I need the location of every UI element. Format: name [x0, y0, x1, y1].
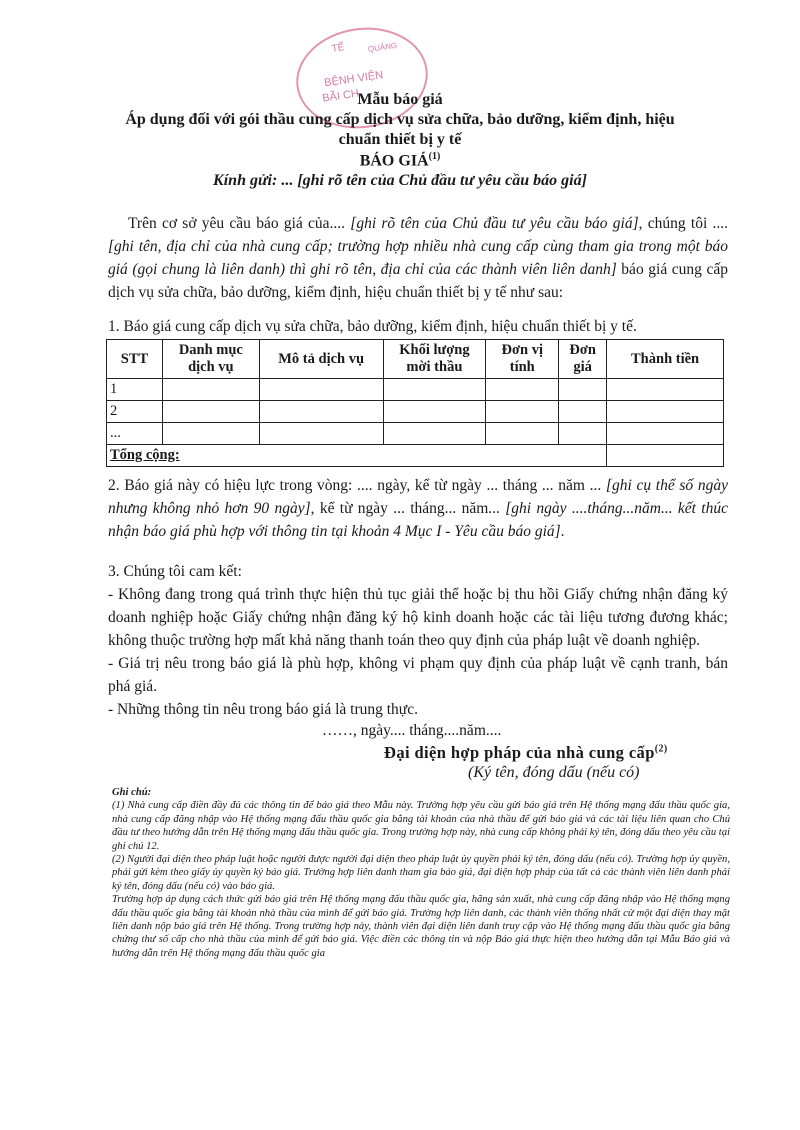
section-2-text-1: 2. Báo giá này có hiệu lực trong vòng: .... ngày, kể từ ngày ... tháng ... năm ... [108, 477, 602, 494]
table-cell [607, 379, 724, 401]
addressee-label: Kính gửi: ... [213, 172, 294, 189]
total-label: Tổng cộng: [107, 445, 607, 467]
col-header-service: Danh mục dịch vụ [162, 340, 259, 379]
intro-paragraph [108, 212, 728, 304]
addressee-value: [ghi rõ tên của Chủ đầu tư yêu cầu báo giá] [297, 172, 587, 189]
intro-italic-1: [ghi rõ tên của Chủ đầu tư yêu cầu báo giá] [350, 215, 639, 232]
section-2-text-2: , kể từ ngày ... tháng... năm... [310, 500, 500, 517]
table-cell [383, 379, 486, 401]
section-2-italic-2: [ghi ngày ....tháng...năm... kết thúc nhận báo giá phù hợp với thông tin tại khoản 4 Mục I - Yêu cầu báo giá] [108, 500, 728, 540]
subtitle-line-2: chuẩn thiết bị y tế [338, 131, 462, 148]
note-3: Trường hợp áp dụng cách thức gửi báo giá trên Hệ thống mạng đấu thầu quốc gia, hãng sản xuất, nhà cung cấp đăng nhập vào Hệ thống mạng đấu thầu quốc gia bằng tài khoản nhà thầu của mình để gửi báo giá. Trường hợp liên danh, các thành viên thống nhất cử một đại diện thay mặt liên danh nộp báo giá trên Hệ thống. Trong trường hợp này, thành viên đại diện liên danh truy cập vào Hệ thống mạng đấu thầu quốc gia bằng chứng thư số cấp cho nhà thầu của mình để gửi báo giá. Việc điền các thông tin và nộp Báo giá thực hiện theo hướng dẫn tại Mẫu Báo giá và hướng dẫn trên Hệ thống mạng đấu thầu quốc gia [112, 894, 730, 959]
form-title: Mẫu báo giá [357, 91, 443, 108]
notes-section [112, 786, 730, 960]
note-2: (2) Người đại diện theo pháp luật hoặc người được người đại diện theo pháp luật ủy quyền phải ký tên, đóng dấu (nếu có). Trường hợp ủy quyền, phải gửi kèm theo giấy ủy quyền ký báo giá. Trường hợp liên danh tham gia báo giá, đại diện hợp pháp của tất cả các thành viên liên danh phải ký tên, đóng dấu (nếu có) vào báo giá. [112, 854, 730, 892]
section-2-paragraph [108, 474, 728, 543]
table-cell [559, 423, 607, 445]
table-cell [607, 423, 724, 445]
document-title-text: BÁO GIÁ [359, 152, 429, 170]
intro-italic-2: [ghi tên, địa chỉ của nhà cung cấp; trường hợp nhiều nhà cung cấp cùng tham gia trong một báo giá (gọi chung là liên danh) thì ghi rõ tên, địa chỉ của các thành viên liên danh] [108, 238, 728, 278]
section-2-text-3: . [560, 523, 565, 540]
col-header-unit: Đơn vị tính [486, 340, 559, 379]
signatory-footnote: (2) [654, 743, 668, 755]
document-title [0, 151, 800, 170]
table-cell [259, 423, 383, 445]
sign-instruction: (Ký tên, đóng dấu (nếu có) [468, 764, 640, 781]
signatory-title [384, 743, 668, 763]
total-row [107, 445, 724, 467]
table-row [107, 423, 724, 445]
table-cell [607, 401, 724, 423]
notes-title: Ghi chú: [112, 787, 152, 798]
table-cell [259, 379, 383, 401]
commitment-3: - Những thông tin nêu trong báo giá là trung thực. [108, 701, 418, 718]
section-3-heading: 3. Chúng tôi cam kết: [108, 563, 242, 580]
table-row [107, 379, 724, 401]
commitment-2: - Giá trị nêu trong báo giá là phù hợp, không vi phạm quy định của pháp luật về cạnh tranh, bán phá giá. [108, 655, 728, 695]
intro-text-2: , chúng tôi .... [638, 215, 729, 232]
total-amount-cell [607, 445, 724, 467]
table-row [107, 401, 724, 423]
col-header-quantity: Khối lượng mời thầu [383, 340, 486, 379]
table-cell [162, 401, 259, 423]
row-stt: 1 [107, 379, 163, 401]
col-header-description: Mô tả dịch vụ [259, 340, 383, 379]
row-stt: ... [107, 423, 163, 445]
quote-table [106, 339, 724, 467]
table-cell [162, 423, 259, 445]
table-cell [383, 401, 486, 423]
row-stt: 2 [107, 401, 163, 423]
section-1-heading: 1. Báo giá cung cấp dịch vụ sửa chữa, bảo dưỡng, kiểm định, hiệu chuẩn thiết bị y tế. [108, 318, 637, 335]
addressee-line [0, 172, 800, 190]
table-cell [383, 423, 486, 445]
table-cell [559, 401, 607, 423]
table-cell [559, 379, 607, 401]
table-header-row [107, 340, 724, 379]
subtitle-line-1: Áp dụng đối với gói thầu cung cấp dịch vụ sửa chữa, bảo dưỡng, kiểm định, hiệu [125, 111, 675, 128]
col-header-stt: STT [107, 340, 163, 379]
stamp-text-name: BÃI CH [321, 87, 360, 105]
table-cell [486, 423, 559, 445]
section-2-italic-1: [ghi cụ thể số ngày nhưng không nhỏ hơn 90 ngày] [108, 477, 728, 517]
intro-text-3: báo giá cung cấp dịch vụ sửa chữa, bảo dưỡng, kiểm định, hiệu chuẩn thiết bị y tế như sau: [108, 261, 728, 301]
col-header-amount: Thành tiền [607, 340, 724, 379]
signatory-title-text: Đại diện hợp pháp của nhà cung cấp [384, 743, 655, 762]
stamp-text-right: QUẢNG [367, 40, 398, 54]
table-cell [486, 379, 559, 401]
col-header-unit-price: Đơn giá [559, 340, 607, 379]
note-1: (1) Nhà cung cấp điền đầy đủ các thông tin để báo giá theo Mẫu này. Trường hợp yêu cầu gửi báo giá trên Hệ thống mạng đấu thầu quốc gia, nhà cung cấp đăng nhập vào Hệ thống mạng đấu thầu quốc gia bằng tài khoản của nhà thầu để gửi báo giá và các tài liệu liên quan cho Chủ đầu tư theo hướng dẫn trên Hệ thống mạng đấu thầu quốc gia. Trong trường hợp này, nhà cung cấp không phải ký tên, đóng dấu theo yêu cầu tại ghi chú 12. [112, 800, 730, 852]
date-line: ……, ngày.... tháng....năm.... [322, 722, 502, 739]
intro-text-1: Trên cơ sở yêu cầu báo giá của.... [128, 215, 346, 232]
stamp-text-top: TẾ [330, 42, 346, 55]
stamp-text-hospital: BỆNH VIỆN [323, 69, 384, 90]
table-cell [259, 401, 383, 423]
table-cell [486, 401, 559, 423]
table-cell [162, 379, 259, 401]
commitment-1: - Không đang trong quá trình thực hiện thủ tục giải thể hoặc bị thu hồi Giấy chứng nhận đăng ký doanh nghiệp hoặc Giấy chứng nhận đăng ký hộ kinh doanh hoặc các tài liệu tương đương khác; không thuộc trường hợp mất khả năng thanh toán theo quy định của pháp luật về doanh nghiệp. [108, 586, 728, 649]
document-title-footnote: (1) [428, 151, 441, 162]
